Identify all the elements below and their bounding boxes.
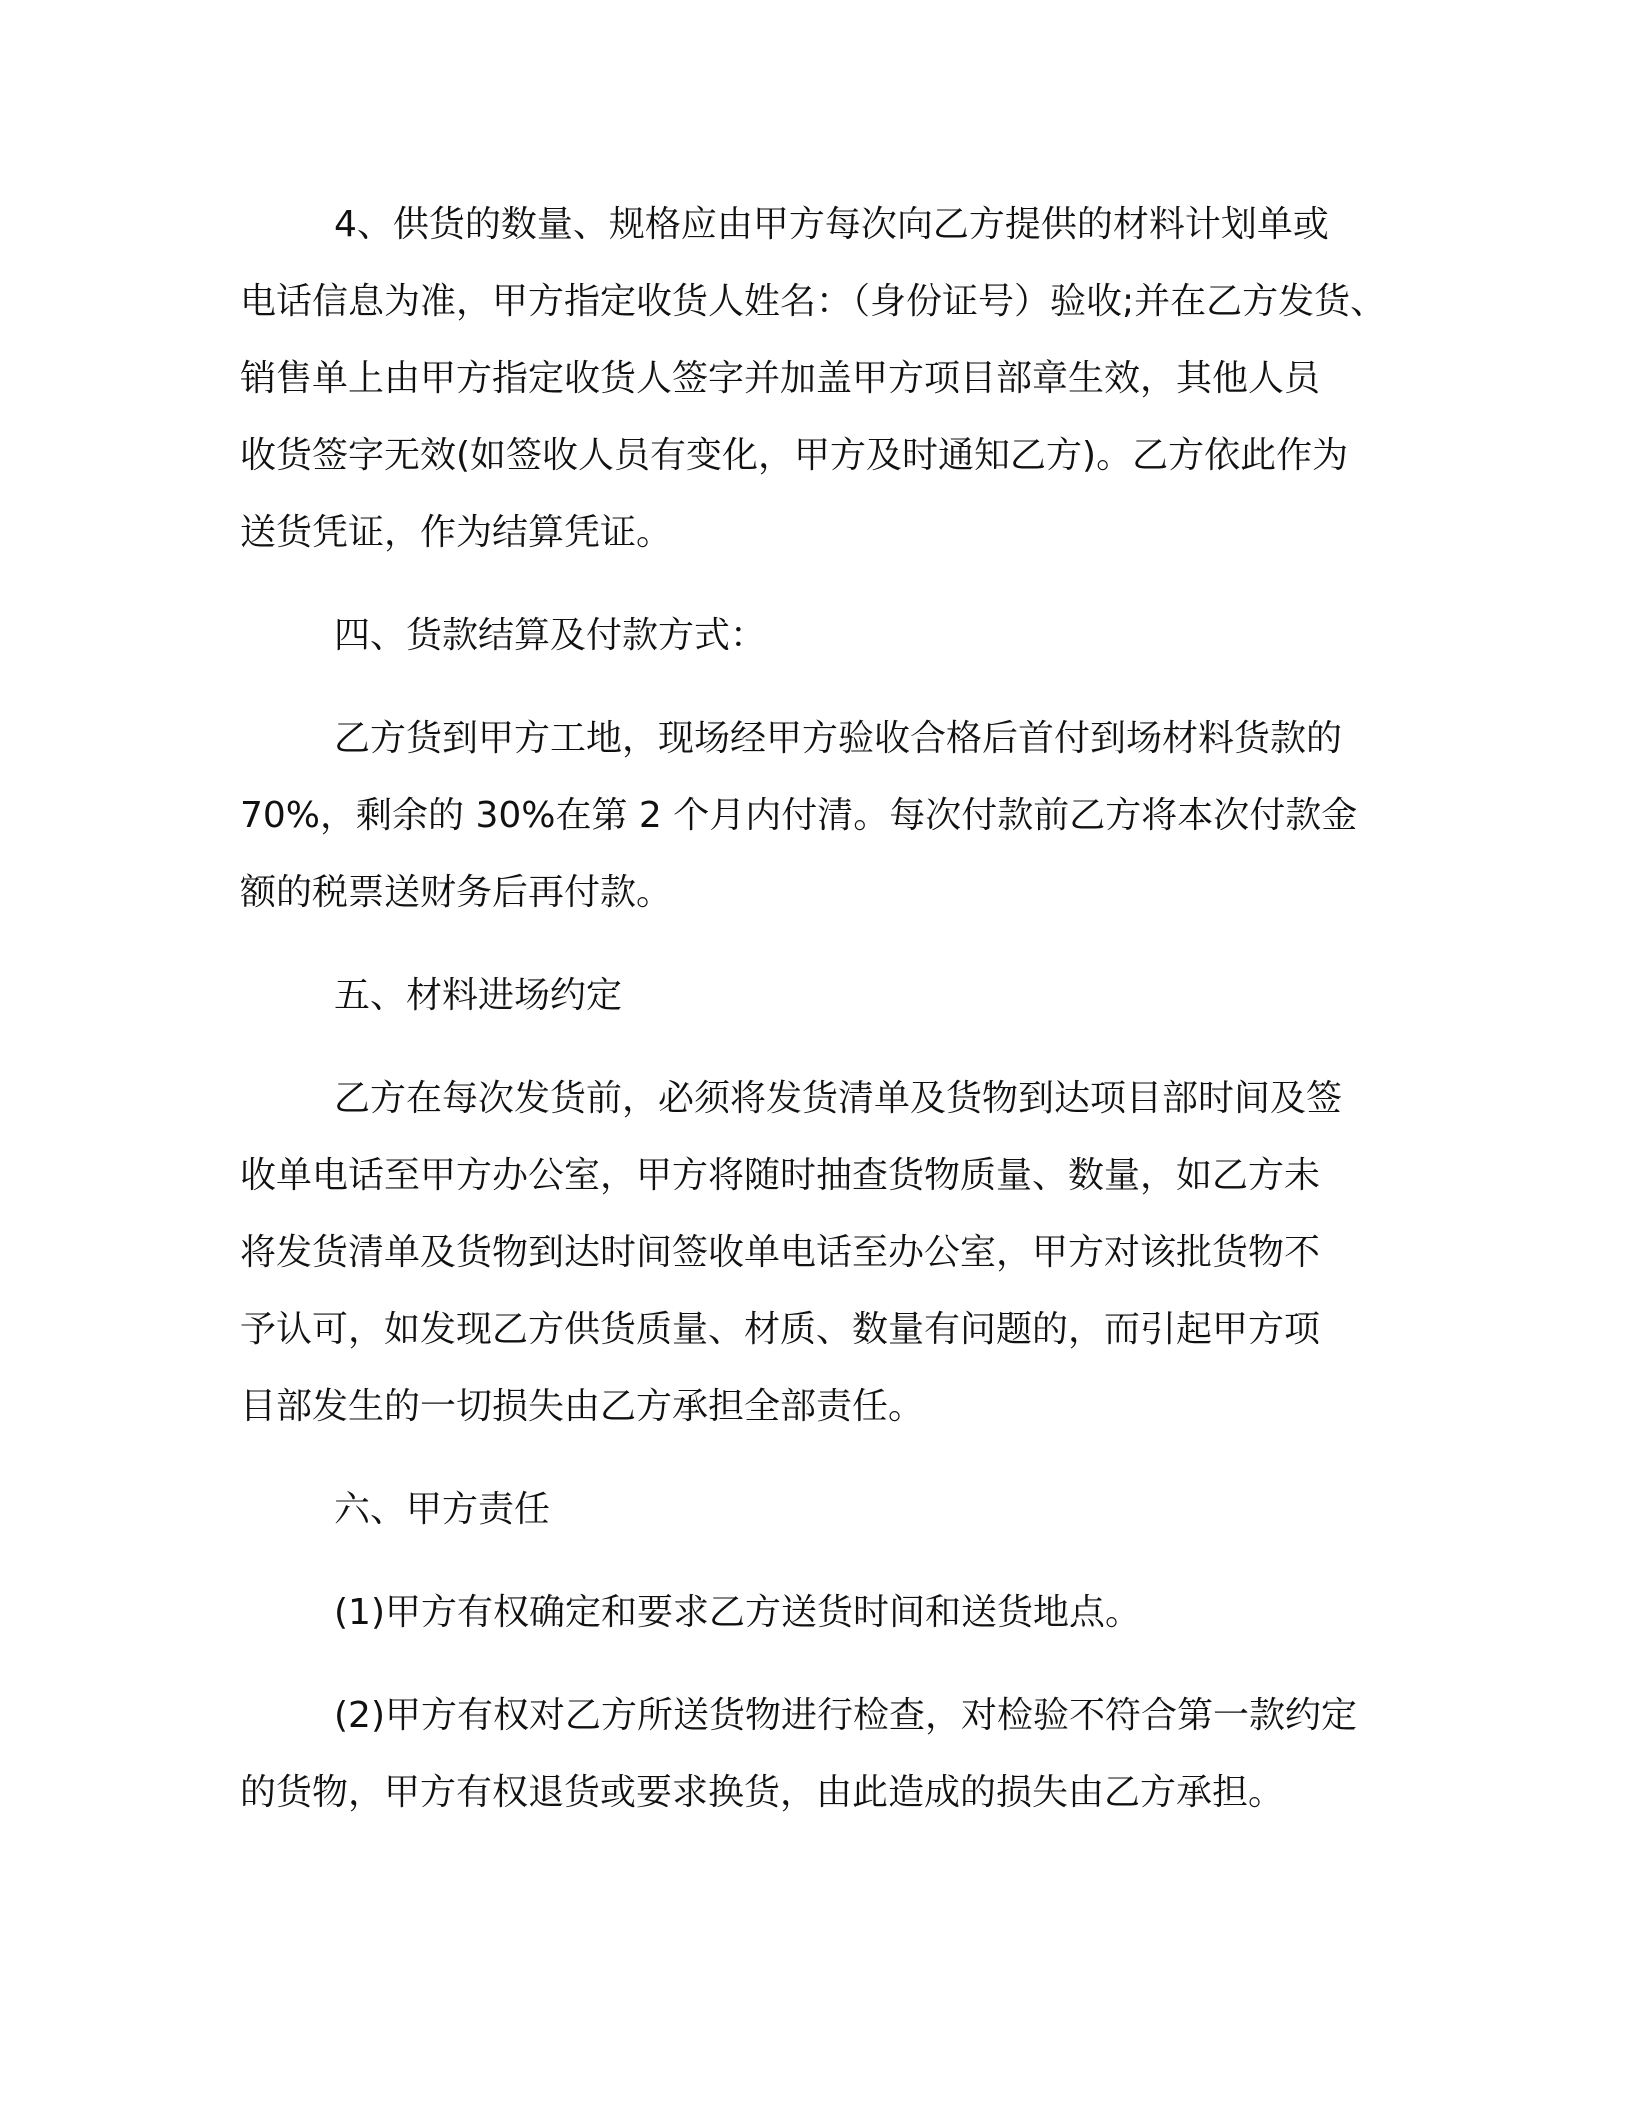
- document-body: [240, 186, 1410, 1831]
- duty-2-paragraph: [240, 1677, 1410, 1831]
- clause-4-line-5: 送货凭证，作为结算凭证。: [240, 512, 673, 553]
- section-heading-5-text: 五、材料进场约定: [334, 975, 623, 1016]
- clause-4-paragraph: [240, 186, 1410, 571]
- duty-1-line-1: (1)甲方有权确定和要求乙方送货时间和送货地点。: [334, 1592, 1141, 1633]
- section-heading-6-text: 六、甲方责任: [334, 1489, 551, 1530]
- delivery-terms-line-5: 目部发生的一切损失由乙方承担全部责任。: [240, 1386, 925, 1427]
- duty-1-paragraph: [240, 1574, 1410, 1651]
- section-heading-4-text: 四、货款结算及付款方式：: [334, 615, 767, 656]
- duty-2-line-1: (2)甲方有权对乙方所送货物进行检查，对检验不符合第一款约定: [334, 1695, 1357, 1736]
- delivery-terms-line-1: 乙方在每次发货前，必须将发货清单及货物到达项目部时间及签: [334, 1078, 1343, 1119]
- section-heading-5: [240, 957, 1410, 1034]
- duty-2-line-2: 的货物，甲方有权退货或要求换货，由此造成的损失由乙方承担。: [240, 1772, 1285, 1813]
- payment-terms-line-2: 70%，剩余的 30%在第 2 个月内付清。每次付款前乙方将本次付款金: [240, 795, 1358, 836]
- delivery-terms-line-4: 予认可，如发现乙方供货质量、材质、数量有问题的，而引起甲方项: [240, 1309, 1321, 1350]
- clause-4-line-1: 4、供货的数量、规格应由甲方每次向乙方提供的材料计划单或: [334, 204, 1329, 245]
- delivery-terms-line-2: 收单电话至甲方办公室，甲方将随时抽查货物质量、数量，如乙方未: [240, 1155, 1321, 1196]
- payment-terms-line-3: 额的税票送财务后再付款。: [240, 872, 673, 913]
- clause-4-line-4: 收货签字无效(如签收人员有变化，甲方及时通知乙方)。乙方依此作为: [240, 435, 1349, 476]
- delivery-terms-paragraph: [240, 1060, 1410, 1445]
- delivery-terms-line-3: 将发货清单及货物到达时间签收单电话至办公室，甲方对该批货物不: [240, 1232, 1321, 1273]
- section-heading-6: [240, 1471, 1410, 1548]
- clause-4-line-3: 销售单上由甲方指定收货人签字并加盖甲方项目部章生效，其他人员: [240, 358, 1321, 399]
- payment-terms-paragraph: [240, 700, 1410, 931]
- section-heading-4: [240, 597, 1410, 674]
- clause-4-line-2: 电话信息为准，甲方指定收货人姓名：（身份证号）验收;并在乙方发货、: [240, 281, 1387, 322]
- payment-terms-line-1: 乙方货到甲方工地，现场经甲方验收合格后首付到场材料货款的: [334, 718, 1343, 759]
